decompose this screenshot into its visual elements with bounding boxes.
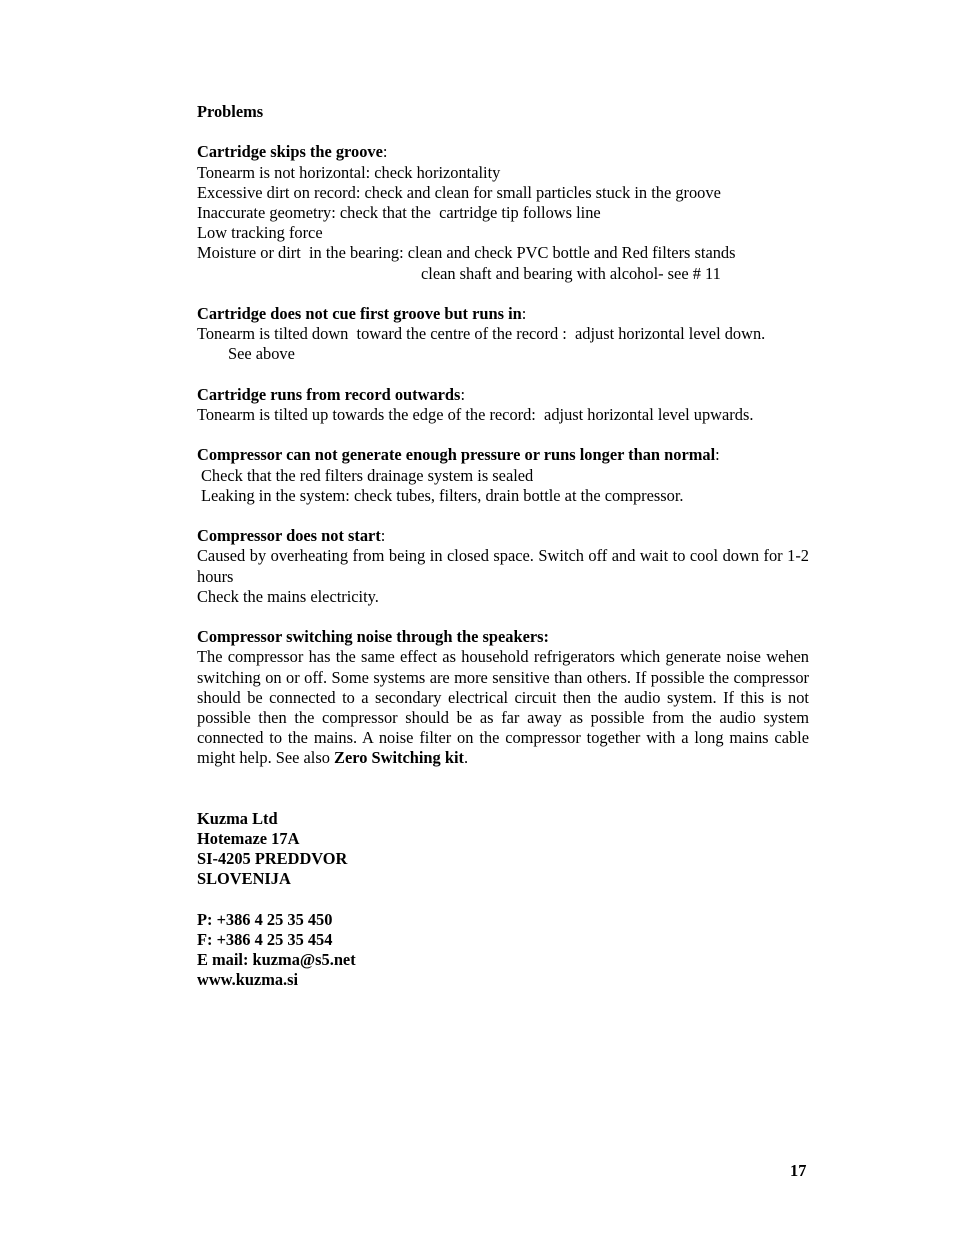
country: SLOVENIJA	[197, 869, 291, 889]
zero-switching-kit: Zero Switching kit	[334, 748, 464, 768]
page-content	[197, 102, 809, 990]
text-line: Tonearm is tilted up towards the edge of the record: adjust horizontal level upwards.	[197, 405, 754, 424]
company-name: Kuzma Ltd	[197, 808, 278, 828]
section-pressure: Compressor can not generate enough pressure or runs longer than normal: Check that the red filters drainage system is sealed Leaking in the system: check tubes, filters, drain bottle at the compressor.	[197, 445, 809, 506]
text-line: Inaccurate geometry: check that the cartridge tip follows line	[197, 203, 601, 222]
text-line: Leaking in the system: check tubes, filters, drain bottle at the compressor.	[201, 485, 684, 505]
text-line: Tonearm is not horizontal: check horizontality	[197, 162, 501, 182]
section-switching-noise	[197, 627, 809, 768]
paragraph: The compressor has the same effect as household refrigerators which generate noise wehen switching on or off. Some systems are more sensitive than others. If possible the compressor should be connected to a secondary electrical circuit then the audio system. If this is not possible then the compressor should be as far away as possible from the audio system connected to the mains. A noise filter on the compressor together with a long mains cable might help. See also Zero Switching kit.	[197, 647, 809, 768]
section-title: Compressor does not start	[197, 526, 381, 546]
text-line: Moisture or dirt in the bearing: clean and check PVC bottle and Red filters stands	[197, 243, 736, 263]
text-line: Excessive dirt on record: check and clean for small particles stuck in the groove	[197, 182, 721, 202]
page-heading: Problems	[197, 102, 264, 121]
email: E mail: kuzma@s5.net	[197, 950, 356, 970]
paragraph: Caused by overheating from being in closed space. Switch off and wait to cool down for 1-2 hours	[197, 546, 809, 586]
page-number: 17	[790, 1161, 807, 1180]
section-does-not-start: Compressor does not start: Caused by overheating from being in closed space. Switch off and wait to cool down for 1-2 hours Check the mains electricity.	[197, 526, 809, 606]
section-skips-groove: Cartridge skips the groove: Tonearm is not horizontal: check horizontality Excessive dirt on record: check and clean for small particles stuck in the groove Inaccurate geometry: check that the cartridge tip follows line Low tracking force Moisture or dirt in the bearing: clean and check PVC bottle and Red filters stands clean shaft and bearing with alcohol- see # 11	[197, 142, 809, 283]
text-line: See above	[228, 344, 295, 364]
section-runs-outwards: Cartridge runs from record outwards: Tonearm is tilted up towards the edge of the record: adjust horizontal level upwards.	[197, 385, 809, 425]
text-line: clean shaft and bearing with alcohol- see # 11	[421, 263, 721, 283]
section-title: Cartridge skips the groove	[197, 142, 383, 162]
phone: P: +386 4 25 35 450	[197, 909, 333, 929]
text-line: Tonearm is tilted down toward the centre of the record : adjust horizontal level down.	[197, 324, 766, 344]
city: SI-4205 PREDDVOR	[197, 849, 348, 869]
text-line: Low tracking force	[197, 223, 323, 243]
fax: F: +386 4 25 35 454	[197, 929, 333, 949]
section-does-not-cue: Cartridge does not cue first groove but runs in: Tonearm is tilted down toward the centre of the record : adjust horizontal level down. See above	[197, 304, 809, 365]
section-title: Cartridge runs from record outwards	[197, 384, 461, 404]
contact-block	[197, 910, 809, 991]
section-title: Compressor switching noise through the speakers:	[197, 627, 549, 647]
website: www.kuzma.si	[197, 970, 299, 990]
street: Hotemaze 17A	[197, 828, 300, 848]
text-line: Check that the red filters drainage system is sealed	[201, 465, 534, 485]
text-line: Check the mains electricity.	[197, 586, 379, 606]
section-title: Compressor can not generate enough pressure or runs longer than normal	[197, 445, 716, 465]
address-block	[197, 809, 809, 890]
section-title: Cartridge does not cue first groove but runs in	[197, 304, 522, 323]
